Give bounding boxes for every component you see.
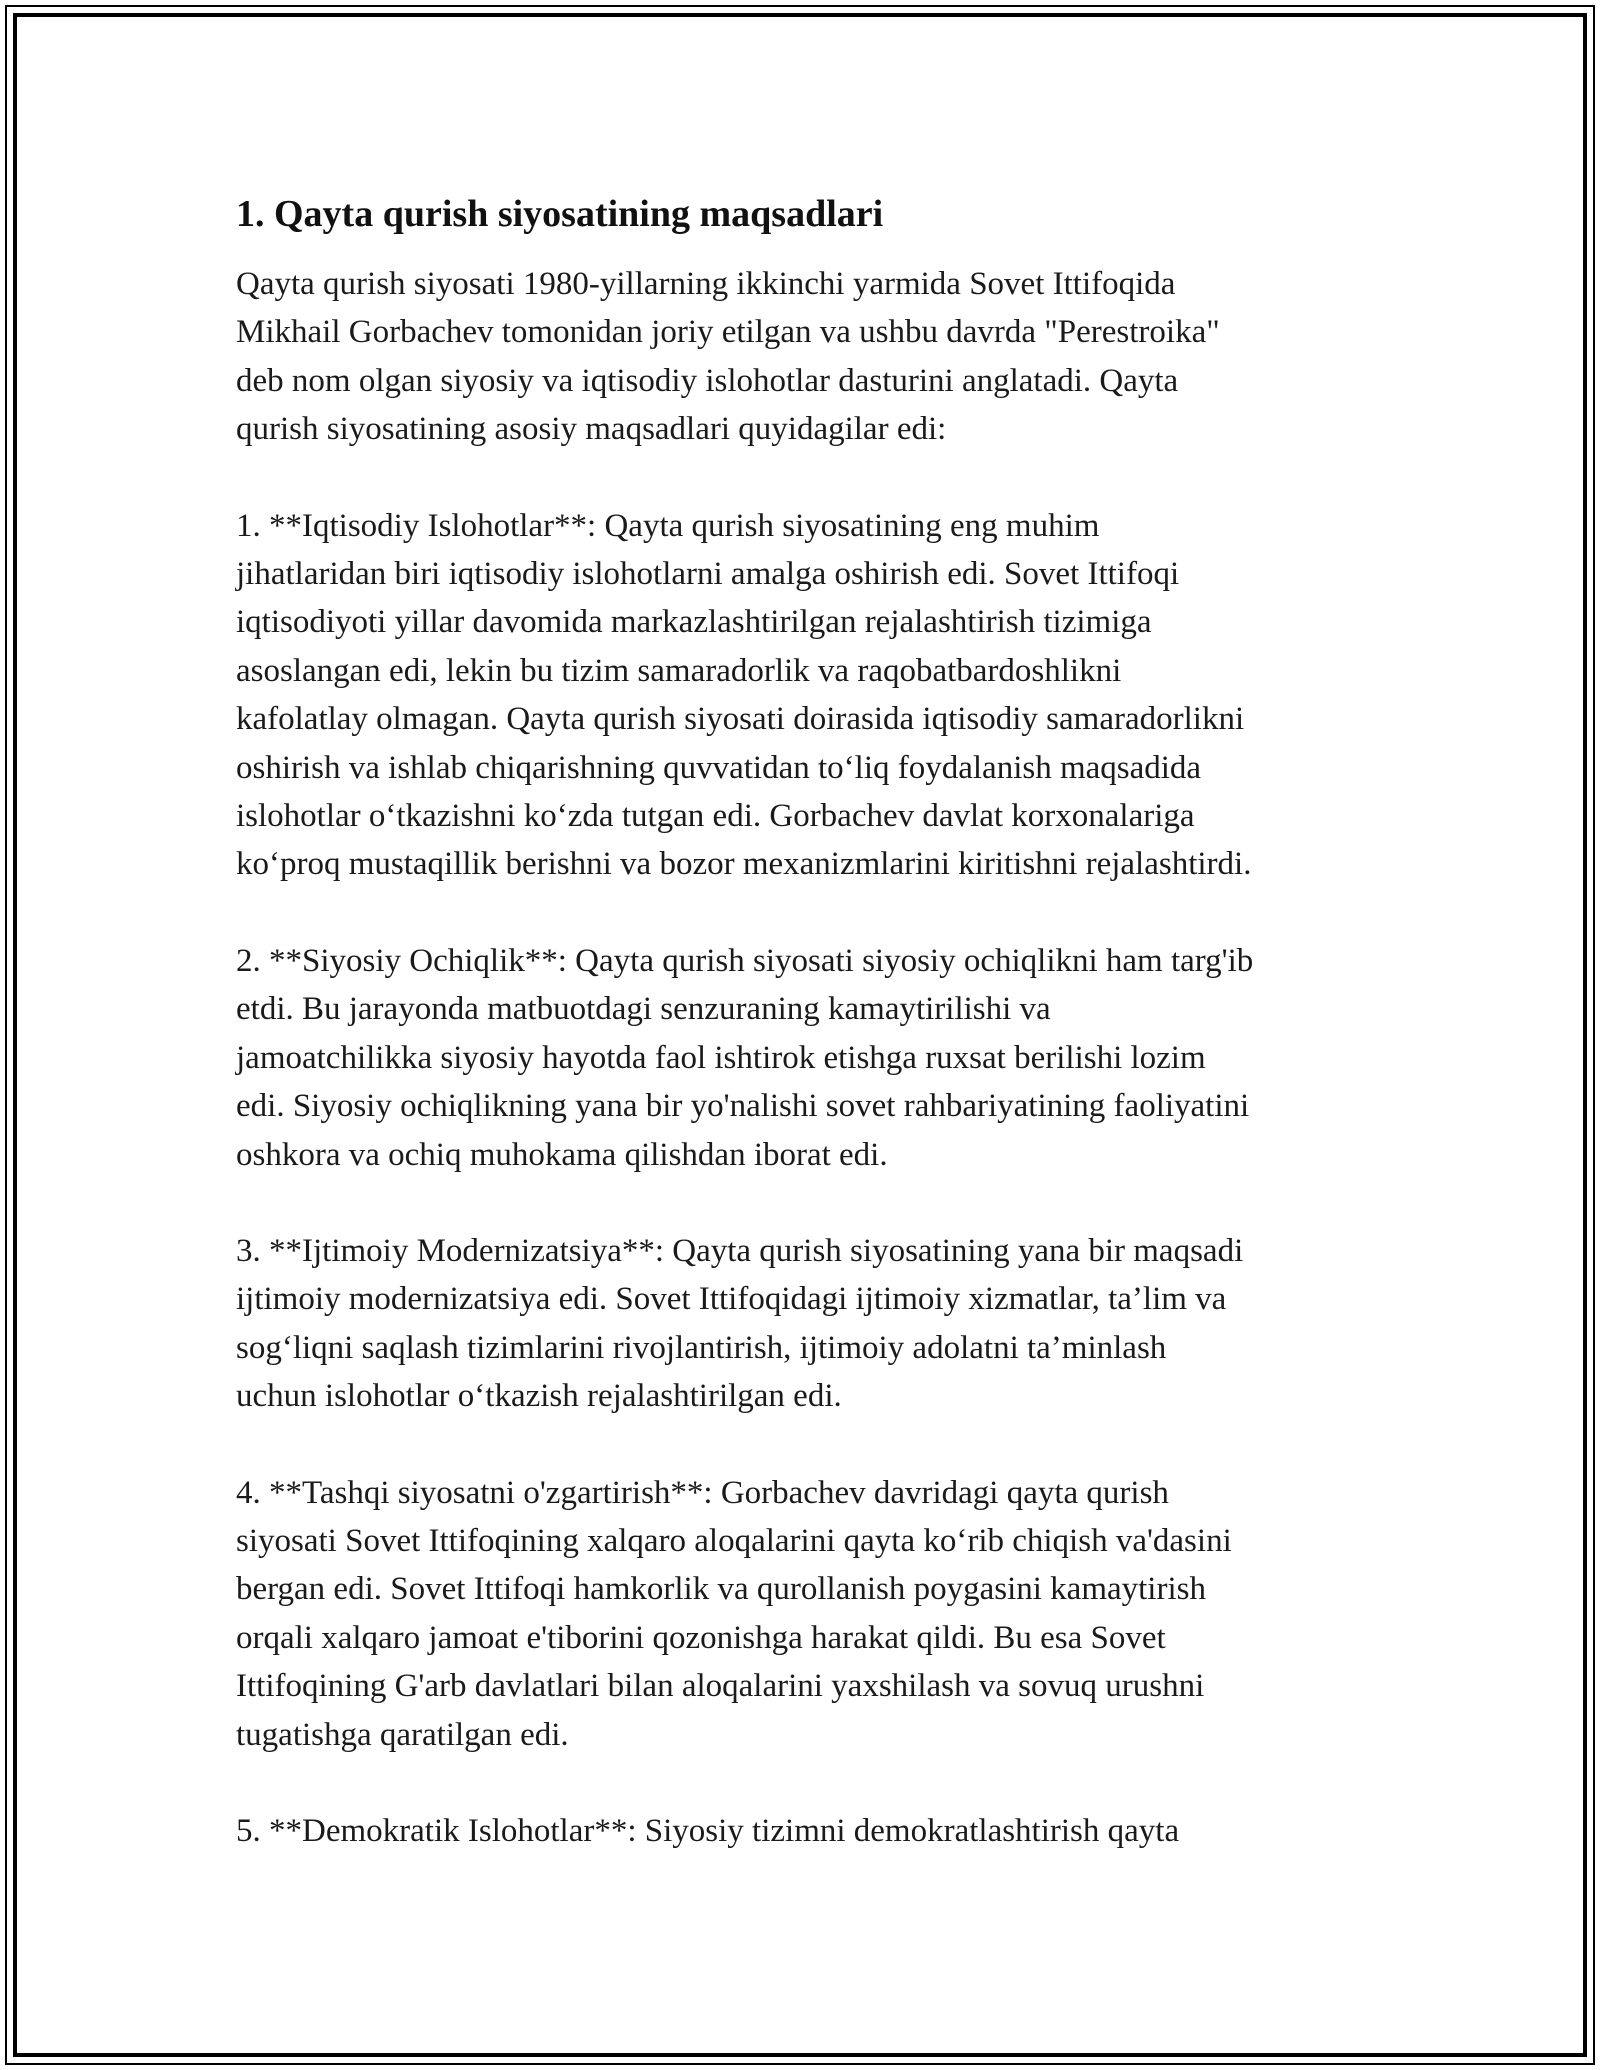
paragraph-political-openness: 2. **Siyosiy Ochiqlik**: Qayta qurish siyosati siyosiy ochiqlikni ham targ'ib etdi. Bu jarayonda matbuotdagi senzuraning kamaytirilishi va jamoatchilikka siyosiy hayotda faol ishtirok etishga ruxsat berilishi lozim edi. Siyosiy ochiqlikning yana bir yo'nalishi sovet rahbariyatining faoliyatini oshkora va ochiq muhokama qilishdan iborat edi. <box>236 942 1254 1173</box>
paragraph-economic-reforms: 1. **Iqtisodiy Islohotlar**: Qayta qurish siyosatining eng muhim jihatlaridan biri iqtisodiy islohotlarni amalga oshirish edi. Sovet Ittifoqi iqtisodiyoti yillar davomida markazlashtirilgan rejalashtirish tizimiga asoslangan edi, lekin bu tizim samaradorlik va raqobatbardoshlikni kafolatlay olmagan. Qayta qurish siyosati doirasida iqtisodiy samaradorlikni oshirish va ishlab chiqarishning quvvatidan to‘liq foydalanish maqsadida islohotlar o‘tkazishni ko‘zda tutgan edi. Gorbachev davlat korxonalariga ko‘proq mustaqillik berishni va bozor mexanizmlarini kiritishni rejalashtirdi. <box>236 507 1252 883</box>
paragraph-foreign-policy: 4. **Tashqi siyosatni o'zgartirish**: Gorbachev davridagi qayta qurish siyosati Sovet Ittifoqining xalqaro aloqalarini qayta ko‘rib chiqish va'dasini bergan edi. Sovet Ittifoqi hamkorlik va qurollanish poygasini kamaytirish orqali xalqaro jamoat e'tiborini qozonishga harakat qildi. Bu esa Sovet Ittifoqining G'arb davlatlari bilan aloqalarini yaxshilash va sovuq urushni tugatishga qaratilgan edi. <box>236 1474 1232 1753</box>
intro-paragraph: Qayta qurish siyosati 1980-yillarning ikkinchi yarmida Sovet Ittifoqida Mikhail Gorbachev tomonidan joriy etilgan va ushbu davrda "Perestroika" deb nom olgan siyosiy va iqtisodiy islohotlar dasturini anglatadi. Qayta qurish siyosatining asosiy maqsadlari quyidagilar edi: <box>236 266 1220 448</box>
paragraph-democratic-reforms: 5. **Demokratik Islohotlar**: Siyosiy tizimni demokratlashtirish qayta <box>236 1812 1180 1849</box>
section-heading: 1. Qayta qurish siyosatining maqsadlari <box>236 193 884 235</box>
document-body <box>236 186 1376 1903</box>
paragraph-social-modernization: 3. **Ijtimoiy Modernizatsiya**: Qayta qurish siyosatining yana bir maqsadi ijtimoiy modernizatsiya edi. Sovet Ittifoqidagi ijtimoiy xizmatlar, ta’lim va sog‘liqni saqlash tizimlarini rivojlantirish, ijtimoiy adolatni ta’minlash uchun islohotlar o‘tkazish rejalashtirilgan edi. <box>236 1232 1244 1415</box>
